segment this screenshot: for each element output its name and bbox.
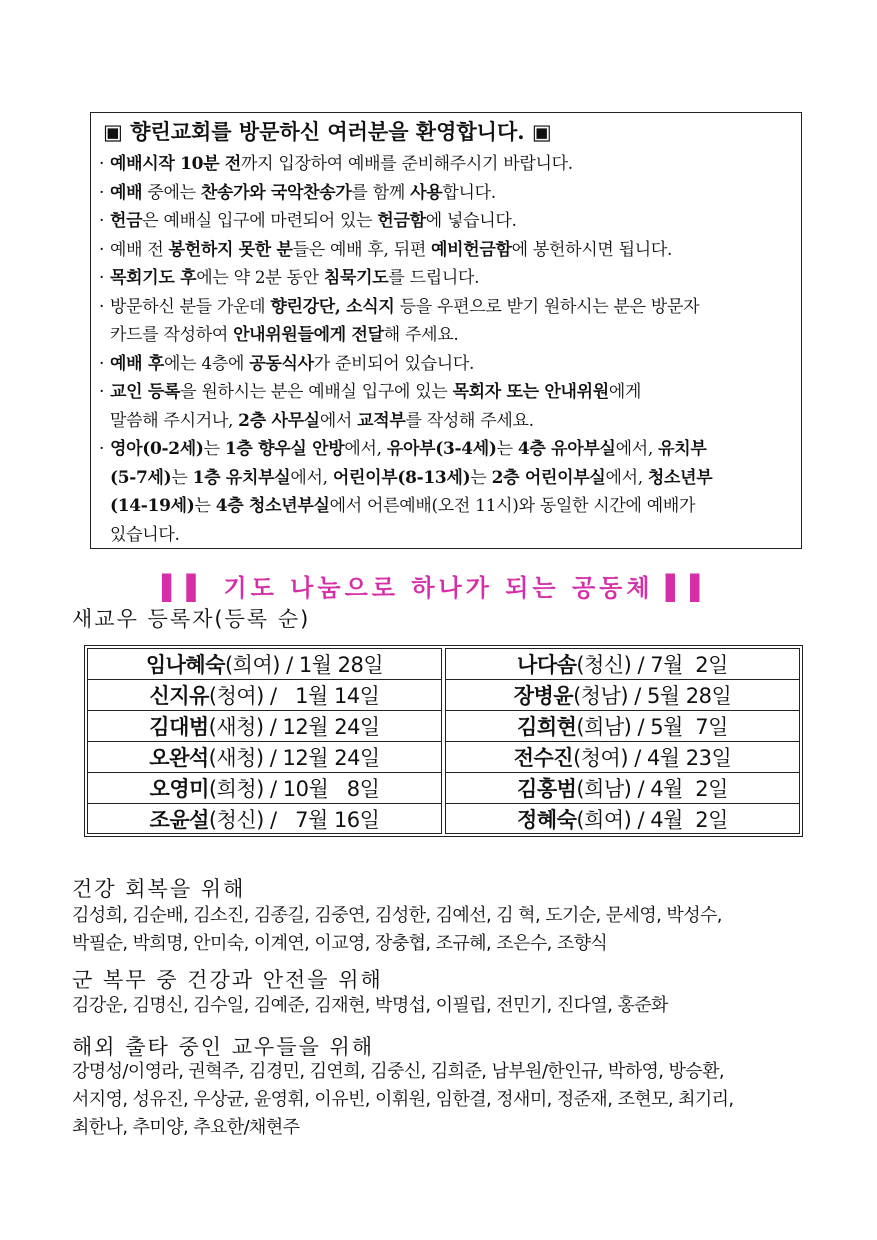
member-row	[88, 649, 441, 679]
member-name: 김대범	[149, 715, 209, 739]
emphasis-text: 예배시작 10분 전	[110, 154, 242, 174]
notice-text: 등을 우편으로 받기 원하시는 분은 방문자	[394, 296, 700, 317]
notice-list	[99, 150, 801, 549]
emphasis-text: 1층 향우실 안방	[224, 439, 345, 459]
notice-line	[110, 179, 801, 208]
notice-line	[110, 293, 801, 322]
emphasis-text: 사용	[410, 182, 443, 203]
member-detail: (청신) / 7월 16일	[208, 808, 380, 832]
square-icon: ▣	[531, 120, 552, 144]
member-detail: (청여) / 4월 23일	[573, 746, 732, 770]
name-line: 최한나, 추미양, 추요한/채현주	[72, 1117, 300, 1138]
emphasis-text: 교인 등록	[110, 382, 181, 402]
notice-text: 에서,	[290, 467, 333, 488]
bullet-icon: ·	[99, 353, 105, 374]
emphasis-text: 4층 유아부실	[517, 439, 616, 459]
member-name: 오완석	[149, 746, 209, 770]
bullet-icon: ·	[99, 182, 105, 203]
member-row	[88, 679, 441, 710]
notice-item	[99, 264, 801, 293]
member-detail: (희여) / 4월 2일	[576, 808, 728, 832]
member-row	[446, 741, 799, 772]
emphasis-text: 예배 후	[110, 353, 164, 374]
member-detail: (희여) / 1월 28일	[224, 653, 384, 677]
notice-text: 를 드립니다.	[388, 268, 480, 288]
notice-line	[110, 464, 801, 493]
notice-title-text: 향린교회를 방문하신 여러분을 환영합니다.	[130, 119, 525, 144]
notice-text: 합니다.	[442, 182, 496, 203]
notice-text: 들은 예배 후, 뒤편	[292, 239, 432, 260]
member-row	[446, 649, 799, 679]
notice-text: 에서 어른예배(오전 11시)와 동일한 시간에 예배가	[329, 496, 696, 516]
bullet-icon: ·	[99, 296, 105, 317]
notice-item	[99, 236, 801, 265]
emphasis-text: 예비헌금함	[431, 239, 512, 260]
notice-item	[99, 293, 801, 350]
member-name: 오영미	[149, 777, 209, 801]
emphasis-text: 2층 어린이부실	[491, 467, 606, 488]
member-row	[446, 679, 799, 710]
notice-line	[110, 378, 801, 407]
emphasis-text: 침묵기도	[323, 268, 389, 288]
member-row	[446, 803, 799, 834]
notice-text: 는	[171, 467, 193, 488]
military-name-list	[72, 992, 832, 1020]
notice-text: 까지 입장하여 예배를 준비해주시기 바랍니다.	[241, 154, 573, 174]
bullet-icon: ·	[99, 211, 105, 231]
notice-line	[110, 150, 801, 179]
member-name: 정혜숙	[517, 808, 577, 832]
member-detail: (청남) / 5월 28일	[573, 684, 732, 708]
emphasis-text: 향린강단, 소식지	[270, 296, 395, 317]
notice-item	[99, 435, 801, 549]
notice-text: 을 원하시는 분은 예배실 입구에 있는	[180, 382, 453, 402]
bullet-icon: ·	[99, 268, 105, 288]
emphasis-text: 공동식사	[249, 353, 314, 374]
notice-text: 에 봉헌하시면 됩니다.	[511, 239, 673, 260]
member-row	[88, 803, 441, 834]
member-detail: (청신) / 7월 2일	[576, 653, 728, 677]
abroad-name-list	[72, 1058, 832, 1142]
notice-text: 는	[470, 467, 492, 488]
emphasis-text: 목회자 또는 안내위원	[452, 382, 609, 402]
notice-text: 는	[203, 439, 225, 459]
member-name: 나다솜	[517, 653, 577, 677]
name-line: 박필순, 박희명, 안미숙, 이계연, 이교영, 장충협, 조규혜, 조은수, 조향식	[72, 933, 608, 954]
notice-text: 예배 전	[110, 239, 169, 260]
notice-line	[110, 350, 801, 379]
notice-text: 에는 약 2분 동안	[196, 268, 324, 288]
bar-icon: ▌▌	[665, 574, 715, 602]
bullet-icon: ·	[99, 439, 105, 459]
emphasis-text: 예배	[110, 182, 143, 203]
member-row	[88, 741, 441, 772]
notice-text: 말씀해 주시거나,	[110, 410, 239, 431]
notice-line	[110, 407, 801, 436]
notice-text: 해 주세요.	[383, 325, 459, 345]
emphasis-text: 헌금	[110, 211, 143, 231]
name-line: 김강운, 김명신, 김수일, 김예준, 김재현, 박명섭, 이필립, 전민기, 진다열, 홍준화	[72, 995, 668, 1016]
notice-text: 에서,	[615, 439, 659, 459]
notice-text: 에는 4층에	[164, 353, 250, 374]
member-name: 임나혜숙	[145, 653, 225, 677]
bullet-icon: ·	[99, 154, 105, 174]
welcome-notice-box	[90, 112, 802, 549]
new-members-label: 새교우 등록자(등록 순)	[72, 607, 311, 631]
notice-text: 는	[194, 496, 216, 516]
member-name: 김희현	[517, 715, 577, 739]
bar-icon: ▌▌	[162, 574, 212, 602]
member-name: 신지유	[149, 684, 209, 708]
notice-text: 카드를 작성하여	[110, 325, 234, 345]
emphasis-text: 목회기도 후	[110, 268, 197, 288]
member-name: 김홍범	[517, 777, 577, 801]
member-detail: (새청) / 12월 24일	[208, 746, 380, 770]
notice-text: 은 예배실 입구에 마련되어 있는	[142, 211, 378, 231]
abroad-label: 해외 출타 중인 교우들을 위해	[72, 1035, 375, 1059]
notice-item	[99, 378, 801, 435]
notice-line	[110, 236, 801, 265]
member-row	[88, 710, 441, 741]
bullet-icon: ·	[99, 382, 105, 402]
emphasis-text: 1층 유치부실	[192, 467, 291, 488]
notice-text: 에서	[319, 410, 358, 431]
notice-text: 방문하신 분들 가운데	[110, 296, 271, 317]
emphasis-text: 어린이부(8-13세)	[332, 467, 471, 488]
notice-item	[99, 207, 801, 236]
member-detail: (청여) / 1월 14일	[208, 684, 380, 708]
member-row	[446, 772, 799, 803]
notice-title	[99, 117, 801, 150]
notice-text: 가 준비되어 있습니다.	[313, 353, 475, 374]
member-detail: (희남) / 5월 7일	[576, 715, 728, 739]
emphasis-text: 찬송가와 국악찬송가	[200, 182, 352, 203]
member-name: 장병윤	[513, 684, 574, 708]
emphasis-text: 봉헌하지 못한 분	[168, 239, 293, 260]
member-name: 전수진	[513, 746, 574, 770]
notice-line	[110, 521, 801, 550]
notice-item	[99, 350, 801, 379]
notice-text: 중에는	[142, 182, 201, 203]
notice-item	[99, 179, 801, 208]
square-icon: ▣	[103, 120, 123, 144]
emphasis-text: 4층 청소년부실	[215, 496, 330, 516]
health-label: 건강 회복을 위해	[72, 877, 246, 901]
member-row	[446, 710, 799, 741]
notice-line	[110, 492, 801, 521]
emphasis-text: (14-19세)	[110, 496, 195, 516]
member-column-left	[87, 648, 442, 834]
notice-text: 에서,	[344, 439, 387, 459]
notice-text: 를 함께	[351, 182, 411, 203]
emphasis-text: (5-7세)	[110, 467, 172, 488]
bullet-icon: ·	[99, 239, 105, 260]
emphasis-text: 유치부	[658, 439, 707, 459]
prayer-heading	[0, 568, 877, 603]
member-name: 조윤설	[149, 808, 209, 832]
notice-text: 에 넣습니다.	[425, 211, 517, 231]
prayer-heading-text: 기도 나눔으로 하나가 되는 공동체	[223, 574, 654, 602]
military-label: 군 복무 중 건강과 안전을 위해	[72, 968, 383, 992]
notice-text: 를 작성해 주세요.	[405, 410, 534, 431]
emphasis-text: 교적부	[357, 410, 406, 431]
notice-text: 는	[496, 439, 518, 459]
emphasis-text: 2층 사무실	[238, 410, 320, 431]
notice-text: 있습니다.	[110, 524, 180, 545]
notice-text: 에서,	[605, 467, 648, 488]
member-row	[88, 772, 441, 803]
member-detail: (희청) / 10월 8일	[208, 777, 380, 801]
notice-line	[110, 321, 801, 350]
notice-line	[110, 264, 801, 293]
notice-item	[99, 150, 801, 179]
member-detail: (새청) / 12월 24일	[208, 715, 380, 739]
notice-text: 에게	[608, 382, 642, 402]
member-column-right	[445, 648, 800, 834]
notice-line	[110, 207, 801, 236]
emphasis-text: 청소년부	[647, 467, 713, 488]
emphasis-text: 헌금함	[377, 211, 426, 231]
notice-line	[110, 435, 801, 464]
emphasis-text: 영아(0-2세)	[110, 439, 204, 459]
member-detail: (희남) / 4월 2일	[576, 777, 728, 801]
health-name-list	[72, 902, 832, 958]
new-members-table	[84, 645, 803, 837]
emphasis-text: 유아부(3-4세)	[386, 439, 497, 459]
name-line: 강명성/이영라, 권혁주, 김경민, 김연희, 김중신, 김희준, 남부원/한인규, 박하영, 방승환,	[72, 1061, 724, 1082]
name-line: 서지영, 성유진, 우상균, 윤영휘, 이유빈, 이휘원, 임한결, 정새미, 정준재, 조현모, 최기리,	[72, 1089, 734, 1110]
name-line: 김성희, 김순배, 김소진, 김종길, 김중연, 김성한, 김예선, 김 혁, 도기순, 문세영, 박성수,	[72, 905, 722, 926]
emphasis-text: 안내위원들에게 전달	[233, 325, 384, 345]
